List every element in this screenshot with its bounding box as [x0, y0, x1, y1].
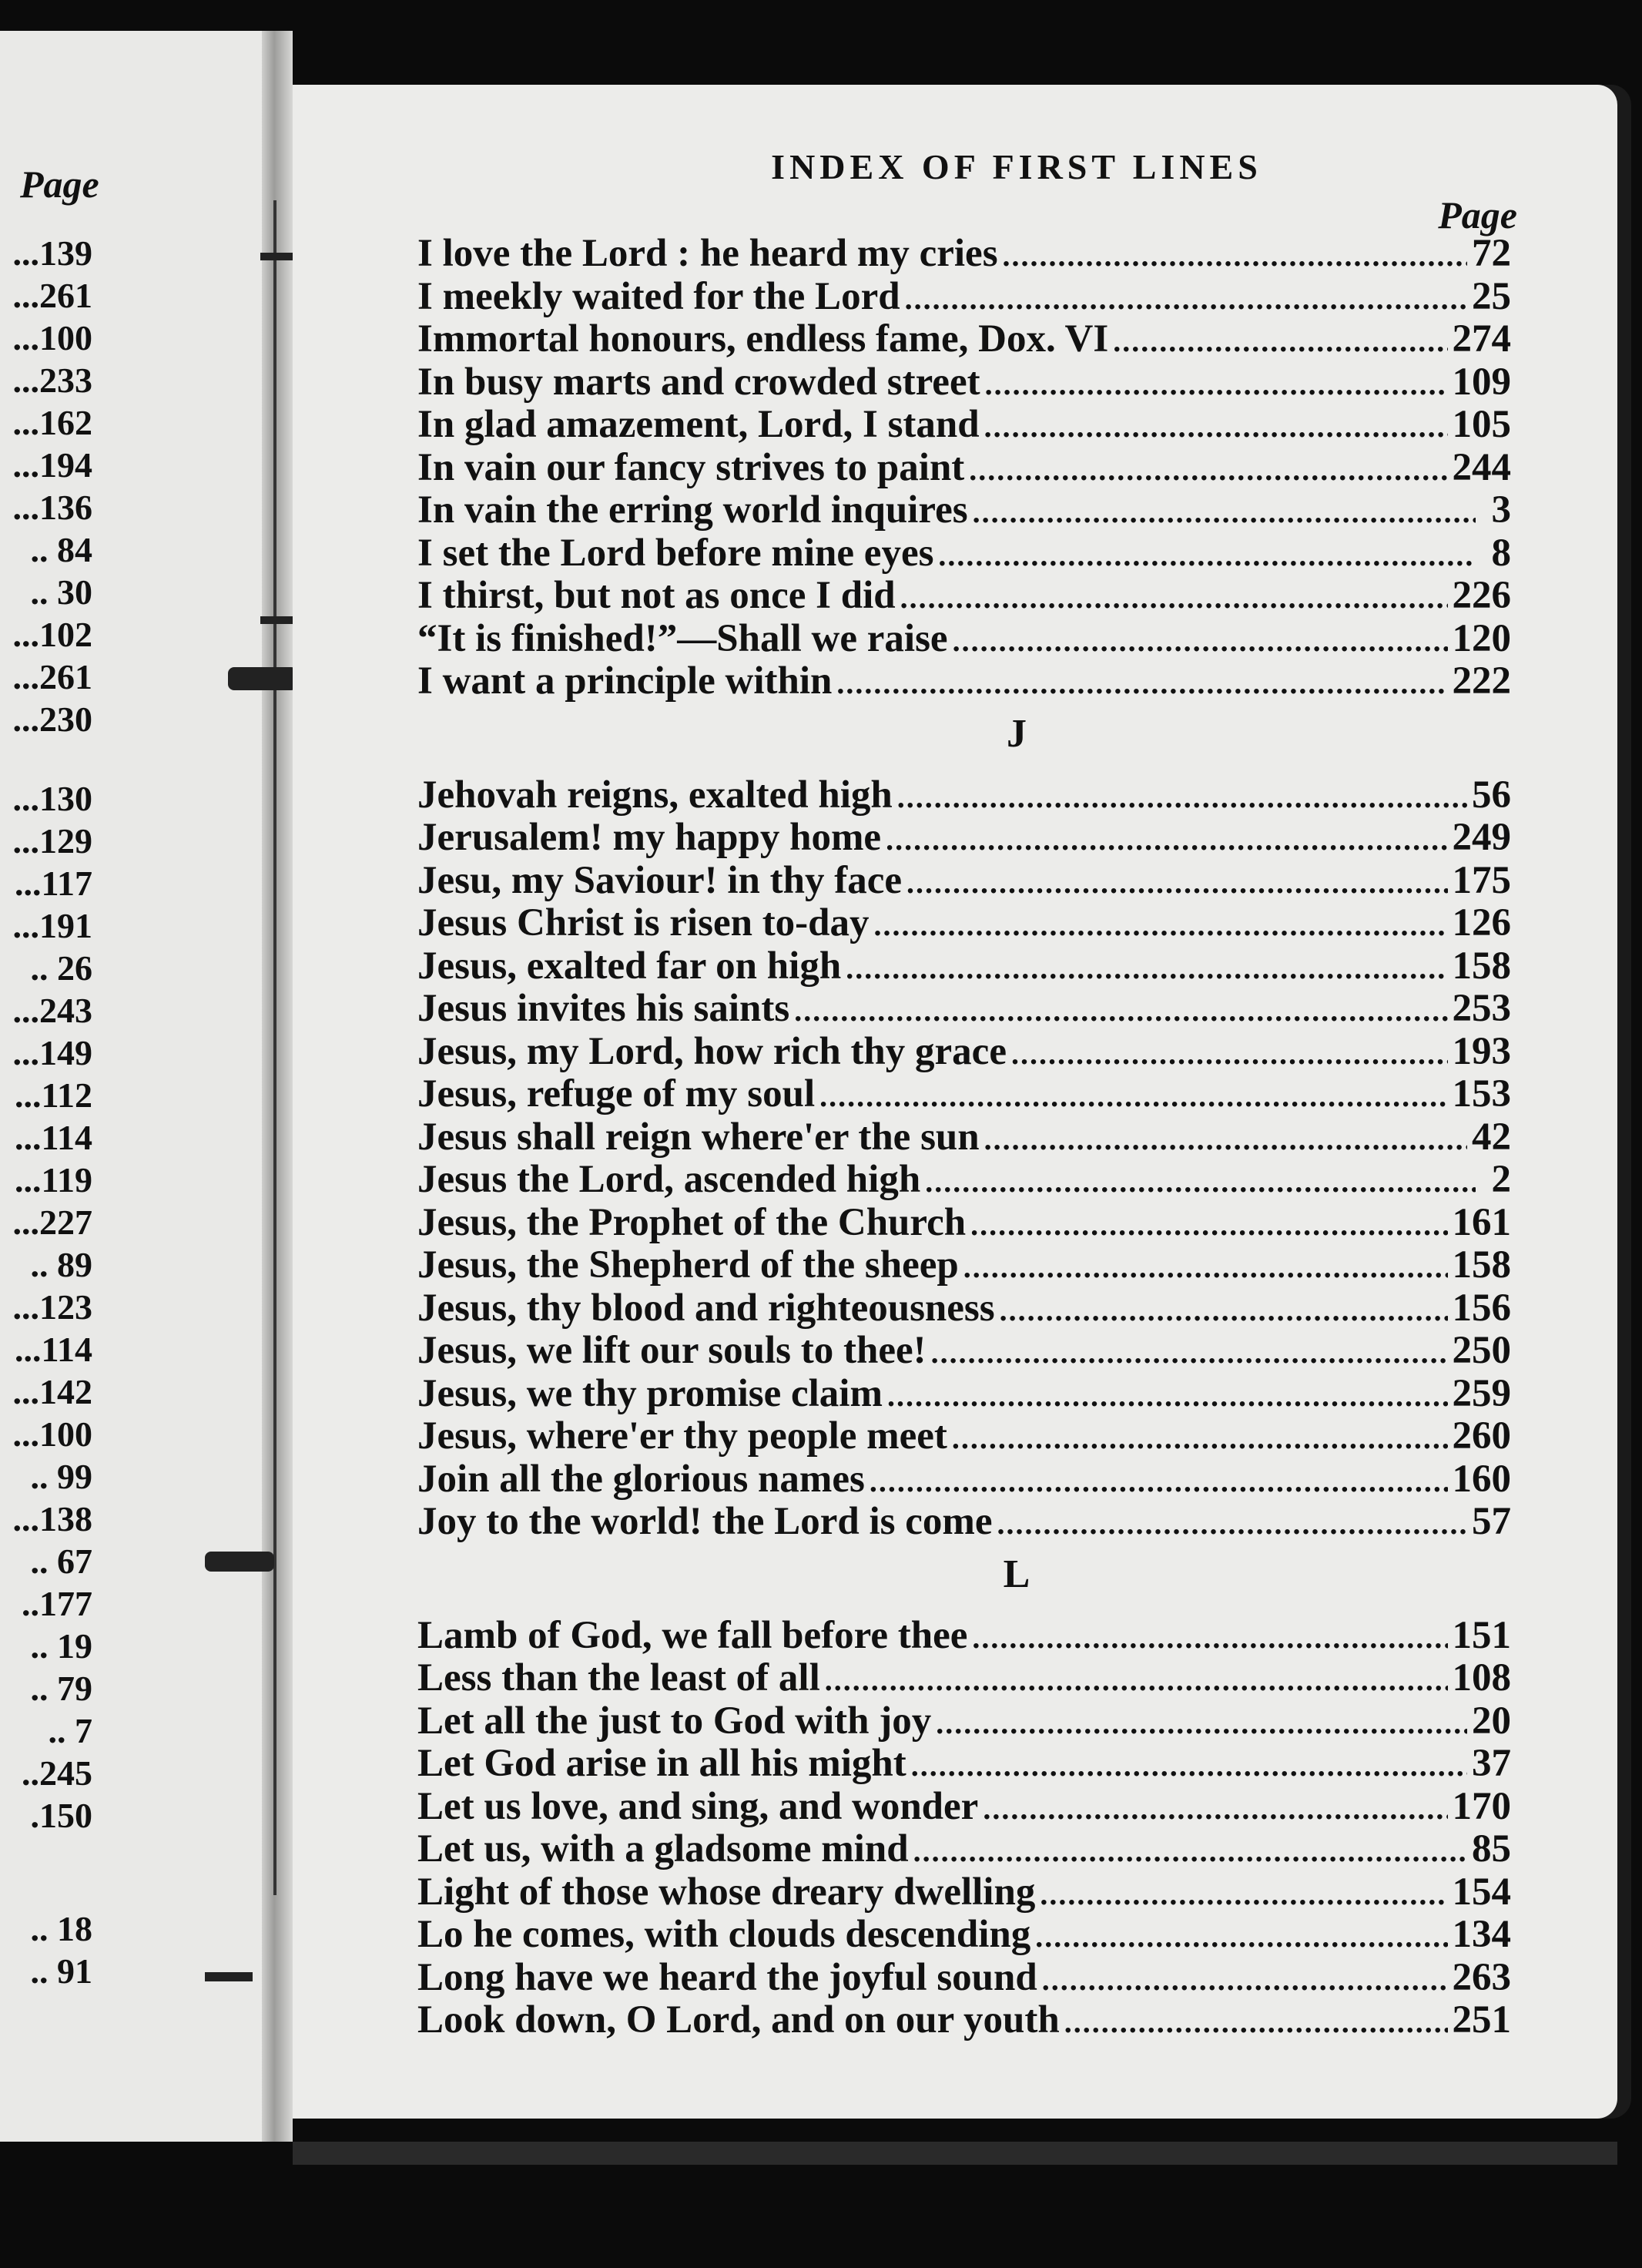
page-number: 250: [1452, 1329, 1511, 1372]
index-entry: [417, 1499, 1511, 1542]
index-entry: [417, 360, 1511, 403]
page-number: 249: [1452, 816, 1511, 859]
first-line-text: Look down, O Lord, and on our youth: [417, 1998, 1060, 2042]
left-page-number: .. 7: [48, 1711, 92, 1750]
dot-leader: [1035, 1918, 1447, 1954]
page-number: 109: [1452, 360, 1511, 404]
page-number: 25: [1472, 274, 1511, 318]
dot-leader: [897, 779, 1467, 815]
index-page: [293, 85, 1617, 2119]
section-letter: J: [1007, 711, 1027, 756]
stitch-mark: [260, 253, 293, 260]
first-line-text: Jesus, the Prophet of the Church: [417, 1200, 967, 1244]
dot-leader: [819, 1078, 1447, 1114]
index-entry: [417, 1157, 1511, 1200]
left-page-number: ...129: [12, 821, 92, 861]
dot-leader: [936, 1705, 1467, 1741]
stitch-mark: [205, 1972, 253, 1981]
binding-thread: [273, 200, 276, 1895]
first-line-text: Jesus, we lift our souls to thee!: [417, 1329, 927, 1372]
dot-leader: [970, 1206, 1447, 1243]
left-page-number: ..177: [22, 1584, 92, 1623]
index-entry: [417, 1328, 1511, 1371]
dot-leader: [905, 280, 1467, 317]
page-number: 108: [1452, 1656, 1511, 1699]
dot-leader: [1003, 237, 1467, 273]
page-number: 251: [1452, 1998, 1511, 2042]
first-line-text: Jesus, we thy promise claim: [417, 1371, 883, 1415]
index-entry: [417, 1784, 1511, 1827]
first-line-text: Let us love, and sing, and wonder: [417, 1784, 979, 1828]
page-number: 37: [1472, 1742, 1511, 1785]
left-page-number: .. 26: [30, 948, 92, 988]
page-number: 57: [1472, 1500, 1511, 1543]
index-entry: [417, 274, 1511, 317]
first-line-text: Let all the just to God with joy: [417, 1699, 932, 1743]
page-number: 259: [1452, 1371, 1511, 1415]
first-line-text: Jesus Christ is risen to-day: [417, 901, 870, 944]
left-page-number: ...117: [15, 864, 92, 903]
first-line-text: Jesus, thy blood and righteousness: [417, 1286, 995, 1330]
index-entry: [417, 531, 1511, 574]
page-number: 20: [1472, 1699, 1511, 1743]
left-page-number: .. 18: [30, 1909, 92, 1948]
book-gutter: [262, 31, 293, 2142]
left-page-number: .. 91: [30, 1951, 92, 1991]
page-number: 2: [1491, 1158, 1511, 1201]
index-entry: [417, 317, 1511, 360]
dot-leader: [887, 1377, 1448, 1414]
binding-tape-bottom: [205, 1552, 274, 1572]
page-number: 158: [1452, 944, 1511, 988]
index-entry: [417, 1998, 1511, 2041]
first-line-text: In vain our fancy strives to paint: [417, 445, 965, 489]
dot-leader: [953, 622, 1448, 659]
dot-leader: [969, 451, 1447, 488]
dot-leader: [794, 992, 1447, 1028]
page-number: 222: [1452, 659, 1511, 703]
page-number: 56: [1472, 773, 1511, 817]
page-title: INDEX OF FIRST LINES: [771, 147, 1262, 186]
index-entry: [417, 986, 1511, 1029]
left-page-number: ...136: [12, 488, 92, 527]
index-entry: [417, 1457, 1511, 1500]
dot-leader: [973, 494, 1476, 530]
page-number: 274: [1452, 317, 1511, 361]
left-page-number: .. 67: [30, 1542, 92, 1581]
index-entry: [417, 1371, 1511, 1414]
first-line-text: “It is finished!”—Shall we raise: [417, 616, 948, 660]
index-entry: [417, 445, 1511, 488]
first-line-text: Let God arise in all his might: [417, 1742, 906, 1785]
first-line-text: I love the Lord : he heard my cries: [417, 232, 998, 275]
left-page-number: ...194: [12, 445, 92, 485]
page-number: 154: [1452, 1870, 1511, 1914]
page-number: 42: [1472, 1115, 1511, 1159]
dot-leader: [874, 907, 1448, 943]
index-entry: [417, 858, 1511, 901]
index-entry: [417, 1912, 1511, 1955]
index-entry: [417, 1656, 1511, 1699]
dot-leader: [952, 1420, 1448, 1456]
dot-leader: [984, 1121, 1467, 1157]
left-page-number: ...100: [12, 318, 92, 357]
dot-leader: [825, 1662, 1448, 1698]
left-page-number: ...149: [12, 1033, 92, 1072]
left-page-number: ...100: [12, 1414, 92, 1454]
index-entry: [417, 1613, 1511, 1656]
dot-leader: [997, 1505, 1467, 1542]
index-entry: [417, 1115, 1511, 1158]
dot-leader: [906, 864, 1448, 901]
left-page-number: ...243: [12, 991, 92, 1030]
first-line-text: Lamb of God, we fall before thee: [417, 1613, 968, 1657]
index-entry: [417, 488, 1511, 531]
dot-leader: [900, 579, 1448, 616]
index-entry: [417, 1243, 1511, 1286]
first-line-text: Jesus the Lord, ascended high: [417, 1158, 921, 1201]
left-page-number: ...114: [15, 1330, 92, 1369]
index-entry: [417, 1286, 1511, 1329]
dot-leader: [985, 366, 1448, 402]
first-line-text: Light of those whose dreary dwelling: [417, 1870, 1036, 1914]
page-number: 8: [1491, 531, 1511, 575]
first-line-text: I want a principle within: [417, 659, 833, 703]
dot-leader: [870, 1463, 1448, 1499]
index-entry: [417, 944, 1511, 987]
first-line-text: Jesus, my Lord, how rich thy grace: [417, 1029, 1007, 1073]
first-line-text: In busy marts and crowded street: [417, 360, 980, 404]
left-page-number: ...261: [12, 657, 92, 696]
page-number: 160: [1452, 1457, 1511, 1501]
index-entry: [417, 815, 1511, 858]
dot-leader: [972, 1619, 1447, 1656]
first-line-text: Jesus shall reign where'er the sun: [417, 1115, 980, 1159]
first-line-text: Lo he comes, with clouds descending: [417, 1913, 1031, 1956]
page-number: 105: [1452, 403, 1511, 446]
first-line-text: Jesus, the Shepherd of the sheep: [417, 1243, 959, 1287]
page-number: 175: [1452, 858, 1511, 902]
left-page-number: ...112: [15, 1075, 92, 1115]
left-page-number: ...139: [12, 233, 92, 273]
first-line-text: Jesu, my Saviour! in thy face: [417, 858, 902, 902]
index-entry: [417, 1870, 1511, 1913]
left-page-number: .. 89: [30, 1245, 92, 1284]
left-page-number: ...142: [12, 1372, 92, 1411]
first-line-text: Long have we heard the joyful sound: [417, 1955, 1037, 1999]
page-number: 3: [1491, 488, 1511, 532]
index-entry: [417, 659, 1511, 702]
dot-leader: [836, 665, 1447, 701]
first-line-text: Jerusalem! my happy home: [417, 816, 882, 859]
section-letter: L: [1003, 1552, 1030, 1596]
page-number: 253: [1452, 987, 1511, 1030]
left-page-number: ...261: [12, 276, 92, 315]
page-column-header: Page: [1438, 193, 1517, 237]
left-page-number: ...123: [12, 1287, 92, 1327]
left-page-number: .150: [30, 1796, 92, 1835]
left-page-number: ...119: [15, 1160, 92, 1199]
page-number: 134: [1452, 1913, 1511, 1956]
dot-leader: [1064, 2004, 1448, 2040]
first-line-text: I thirst, but not as once I did: [417, 574, 896, 617]
first-line-text: In vain the erring world inquires: [417, 488, 968, 532]
dot-leader: [1040, 1876, 1447, 1912]
index-entry: [417, 573, 1511, 616]
dot-leader: [963, 1249, 1448, 1285]
left-page-number: ...233: [12, 361, 92, 400]
index-entry: [417, 1827, 1511, 1870]
index-entry: [417, 773, 1511, 816]
index-entry: [417, 231, 1511, 274]
page-number: 72: [1472, 232, 1511, 275]
book-bottom-edge: [293, 2142, 1617, 2165]
left-page-number: ...191: [12, 906, 92, 945]
page-number: 161: [1452, 1200, 1511, 1244]
page-number: 226: [1452, 574, 1511, 617]
dot-leader: [913, 1833, 1467, 1869]
first-line-text: Jesus invites his saints: [417, 987, 790, 1030]
index-entry: [417, 1414, 1511, 1457]
first-line-text: Let us, with a gladsome mind: [417, 1827, 909, 1870]
left-page-number: ..245: [22, 1753, 92, 1793]
dot-leader: [846, 950, 1447, 986]
left-page-number: ...130: [12, 779, 92, 818]
first-line-text: Jesus, refuge of my soul: [417, 1072, 816, 1116]
index-entry: [417, 1955, 1511, 1998]
left-page: [0, 31, 262, 2142]
dot-leader: [1113, 323, 1447, 359]
page-number: 193: [1452, 1029, 1511, 1073]
left-page-number: .. 84: [30, 530, 92, 569]
index-entry: [417, 1029, 1511, 1072]
dot-leader: [886, 821, 1447, 857]
dot-leader: [931, 1334, 1448, 1371]
index-entry: [417, 1741, 1511, 1784]
first-line-text: Jehovah reigns, exalted high: [417, 773, 893, 817]
index-entry: [417, 901, 1511, 944]
left-page-number: ...227: [12, 1203, 92, 1242]
index-entry: [417, 1072, 1511, 1115]
dot-leader: [1042, 1961, 1448, 1998]
index-entry: [417, 616, 1511, 659]
page-number: 85: [1472, 1827, 1511, 1870]
page-number: 153: [1452, 1072, 1511, 1116]
stitch-mark: [260, 616, 293, 624]
dot-leader: [983, 1790, 1447, 1827]
dot-leader: [1000, 1292, 1448, 1328]
page-number: 263: [1452, 1955, 1511, 1999]
binding-tape-top: [228, 667, 297, 690]
page-number: 126: [1452, 901, 1511, 944]
first-line-text: Less than the least of all: [417, 1656, 820, 1699]
first-line-text: Jesus, exalted far on high: [417, 944, 842, 988]
dot-leader: [1011, 1035, 1448, 1072]
dot-leader: [938, 537, 1476, 573]
page-number: 151: [1452, 1613, 1511, 1657]
first-line-text: Join all the glorious names: [417, 1457, 865, 1501]
index-entry: [417, 402, 1511, 445]
left-page-number: .. 30: [30, 572, 92, 612]
left-page-number: .. 99: [30, 1457, 92, 1496]
index-entry: [417, 1200, 1511, 1243]
dot-leader: [984, 408, 1448, 445]
first-line-text: Jesus, where'er thy people meet: [417, 1414, 947, 1458]
first-line-text: Joy to the world! the Lord is come: [417, 1500, 993, 1543]
dot-leader: [925, 1163, 1476, 1199]
left-page-number: .. 19: [30, 1626, 92, 1666]
page-number: 244: [1452, 445, 1511, 489]
dot-leader: [911, 1747, 1467, 1783]
left-page-number: ...114: [15, 1118, 92, 1157]
first-line-text: I meekly waited for the Lord: [417, 274, 900, 318]
first-line-text: In glad amazement, Lord, I stand: [417, 403, 980, 446]
page-number: 158: [1452, 1243, 1511, 1287]
left-page-number: ...230: [12, 700, 92, 739]
page-number: 170: [1452, 1784, 1511, 1828]
first-line-text: I set the Lord before mine eyes: [417, 531, 934, 575]
page-number: 260: [1452, 1414, 1511, 1458]
index-entry: [417, 1699, 1511, 1742]
left-page-number: ...138: [12, 1499, 92, 1538]
left-page-number: ...162: [12, 403, 92, 442]
page-number: 156: [1452, 1286, 1511, 1330]
first-line-text: Immortal honours, endless fame, Dox. VI: [417, 317, 1109, 361]
left-page-number: .. 79: [30, 1669, 92, 1708]
left-page-header: Page: [20, 163, 99, 206]
left-page-number: ...102: [12, 615, 92, 654]
page-number: 120: [1452, 616, 1511, 660]
